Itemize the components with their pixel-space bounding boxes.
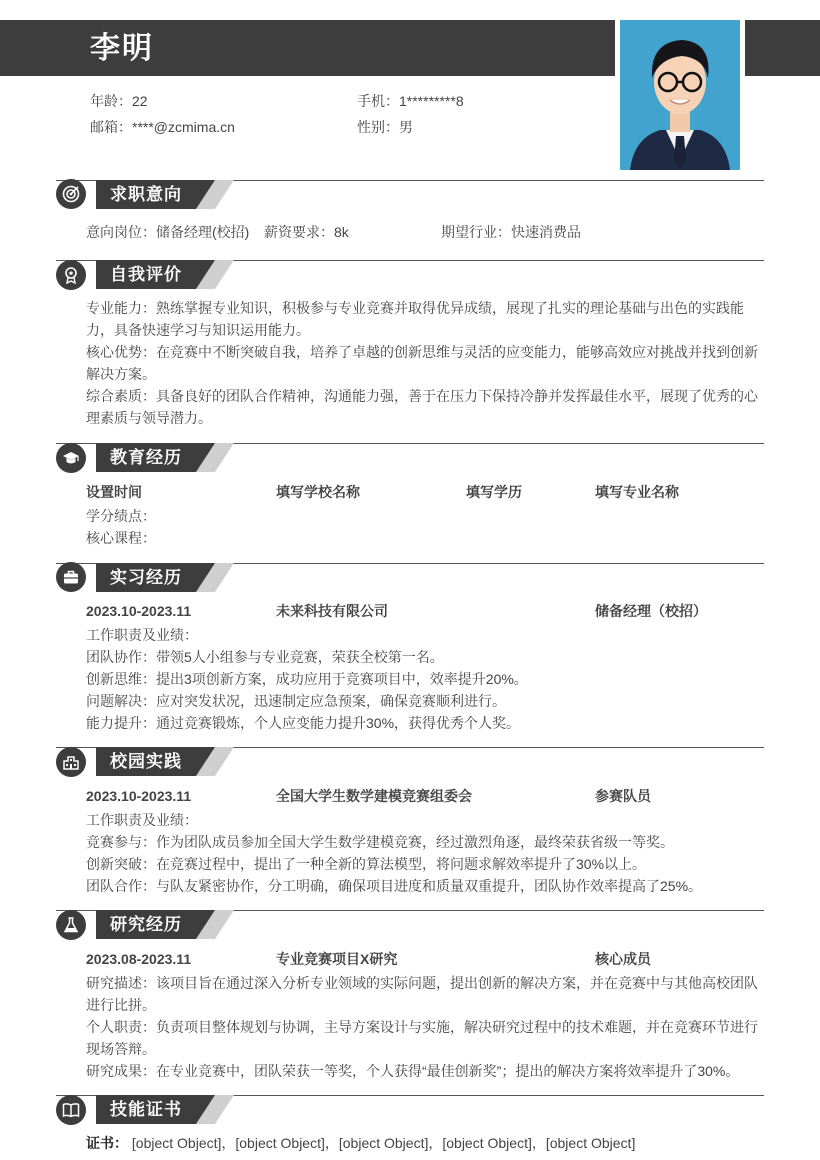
flask-icon xyxy=(56,910,86,940)
internship-line: 问题解决：应对突发状况，迅速制定应急预案，确保竞赛顺利进行。 xyxy=(86,693,506,709)
section-title: 研究经历 xyxy=(110,915,182,934)
email-field xyxy=(90,117,235,137)
research-role: 核心成员 xyxy=(595,951,651,967)
intention-industry: 期望行业：快速消费品 xyxy=(441,224,581,240)
section-title: 教育经历 xyxy=(110,448,182,467)
research-line: 研究描述：该项目旨在通过深入分析专业领域的实际问题，提出创新的解决方案，并在竞赛中与其他高校团队 xyxy=(86,975,758,991)
section-header-intention xyxy=(96,180,234,209)
self-eval-line: 核心优势：在竞赛中不断突破自我，培养了卓越的创新思维与灵活的应变能力，能够高效应对挑战并找到创新 xyxy=(86,344,758,360)
education-degree: 填写学历 xyxy=(466,484,522,500)
section-title: 实习经历 xyxy=(110,568,182,587)
campus-role: 参赛队员 xyxy=(595,788,651,804)
intention-salary: 薪资要求：8k xyxy=(264,224,349,240)
campus-line: 竞赛参与：作为团队成员参加全国大学生数学建模竞赛，经过激烈角逐，最终荣获省级一等奖。 xyxy=(86,834,674,850)
self-eval-line: 解决方案。 xyxy=(86,366,156,382)
header-bar-right xyxy=(745,20,820,76)
section-header-skills xyxy=(96,1095,234,1124)
age-value: 22 xyxy=(132,93,148,109)
section-title: 技能证书 xyxy=(110,1100,182,1119)
section-header-self-eval xyxy=(96,260,234,289)
age-field xyxy=(90,91,148,111)
research-line: 现场答辩。 xyxy=(86,1041,156,1057)
profile-photo xyxy=(620,20,740,170)
research-line: 进行比拼。 xyxy=(86,997,156,1013)
self-eval-line: 专业能力：熟练掌握专业知识，积极参与专业竞赛并取得优异成绩，展现了扎实的理论基础与出色的实践能 xyxy=(86,300,744,316)
skills-certificates xyxy=(86,1132,776,1154)
award-icon xyxy=(56,260,86,290)
self-eval-line: 综合素质：具备良好的团队合作精神，沟通能力强，善于在压力下保持冷静并发挥最佳水平，展现了优秀的心 xyxy=(86,388,758,404)
self-eval-line: 力，具备快速学习与知识运用能力。 xyxy=(86,322,310,338)
email-label: 邮箱： xyxy=(90,119,132,135)
research-time: 2023.08-2023.11 xyxy=(86,951,192,967)
education-school: 填写学校名称 xyxy=(276,484,360,500)
section-title: 求职意向 xyxy=(110,185,182,204)
section-header-internship xyxy=(96,563,234,592)
section-title: 校园实践 xyxy=(110,752,182,771)
internship-line: 能力提升：通过竞赛锻炼，个人应变能力提升30%，获得优秀个人奖。 xyxy=(86,715,521,731)
target-icon xyxy=(56,179,86,209)
building-icon xyxy=(56,747,86,777)
phone-value: 1*********8 xyxy=(399,93,464,109)
campus-line: 创新突破：在竞赛过程中，提出了一种全新的算法模型，将问题求解效率提升了30%以上。 xyxy=(86,856,647,872)
internship-details xyxy=(86,624,766,734)
phone-label: 手机： xyxy=(357,93,399,109)
internship-time: 2023.10-2023.11 xyxy=(86,603,192,619)
section-title: 自我评价 xyxy=(110,265,182,284)
section-header-research xyxy=(96,910,234,939)
self-eval-line: 理素质与领导潜力。 xyxy=(86,410,212,426)
education-time: 设置时间 xyxy=(86,484,142,500)
certificate-value: [object Object]，[object Object]，[object Object]，[object Object]，[object Object] xyxy=(131,1135,636,1151)
email-value: ****@zcmima.cn xyxy=(132,119,235,135)
education-major: 填写专业名称 xyxy=(595,484,679,500)
research-line: 个人职责：负责项目整体规划与协调，主导方案设计与实施，解决研究过程中的技术难题，并在竞赛环节进行 xyxy=(86,1019,758,1035)
internship-line: 团队协作：带领5人小组参与专业竞赛，荣获全校第一名。 xyxy=(86,649,444,665)
internship-line: 创新思维：提出3项创新方案，成功应用于竞赛项目中，效率提升20%。 xyxy=(86,671,528,687)
gender-value: 男 xyxy=(399,119,413,135)
candidate-name: 李明 xyxy=(90,32,154,65)
research-project: 专业竞赛项目X研究 xyxy=(276,951,398,967)
section-header-campus xyxy=(96,747,234,776)
self-eval-text xyxy=(86,297,766,429)
briefcase-icon xyxy=(56,562,86,592)
book-icon xyxy=(56,1095,86,1125)
gender-label: 性别： xyxy=(357,119,399,135)
age-label: 年龄： xyxy=(90,93,132,109)
section-header-education xyxy=(96,443,234,472)
campus-org: 全国大学生数学建模竞赛组委会 xyxy=(276,788,472,804)
campus-line: 工作职责及业绩： xyxy=(86,812,198,828)
campus-line: 团队合作：与队友紧密协作，分工明确，确保项目进度和质量双重提升，团队协作效率提高了25%。 xyxy=(86,878,703,894)
certificate-label: 证书： xyxy=(86,1135,128,1151)
campus-time: 2023.10-2023.11 xyxy=(86,788,192,804)
internship-company: 未来科技有限公司 xyxy=(276,603,388,619)
education-courses: 核心课程： xyxy=(86,530,156,546)
research-details xyxy=(86,972,766,1082)
education-gpa: 学分绩点： xyxy=(86,508,156,524)
gender-field xyxy=(357,117,413,137)
phone-field xyxy=(357,91,464,111)
intention-position: 意向岗位：储备经理(校招) xyxy=(86,224,250,240)
graduation-cap-icon xyxy=(56,443,86,473)
research-line: 研究成果：在专业竞赛中，团队荣获一等奖，个人获得“最佳创新奖”；提出的解决方案将效率提升了30%。 xyxy=(86,1063,740,1079)
internship-line: 工作职责及业绩： xyxy=(86,627,198,643)
internship-role: 储备经理（校招） xyxy=(595,603,707,619)
campus-details xyxy=(86,809,766,897)
